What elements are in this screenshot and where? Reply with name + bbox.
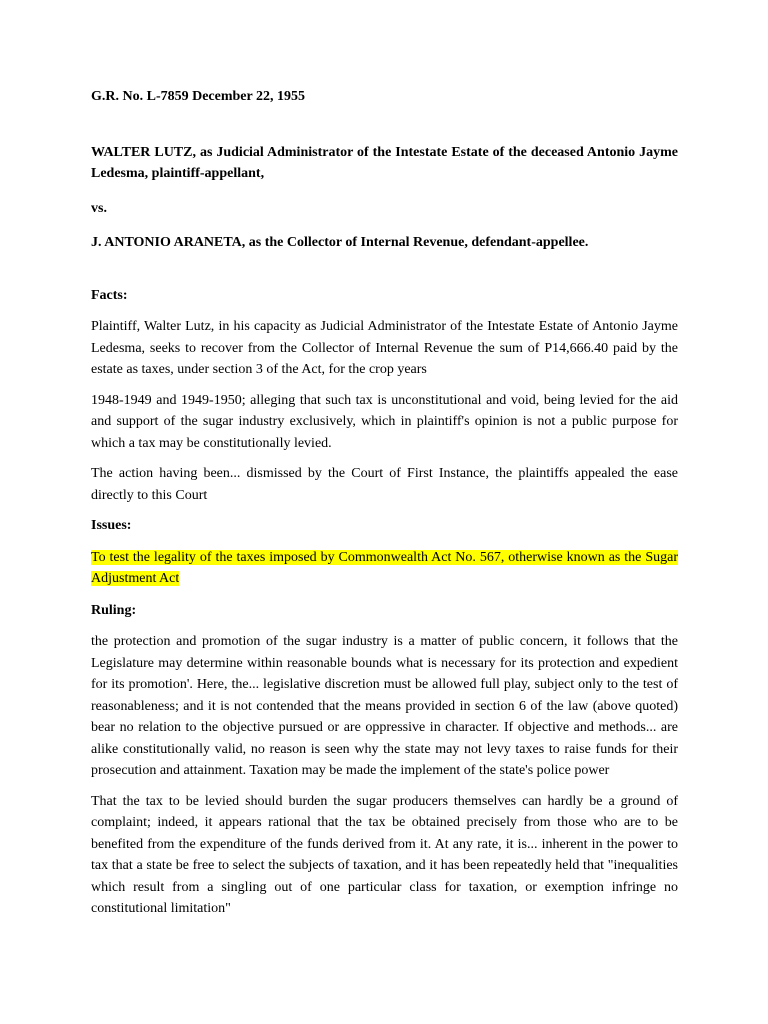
facts-paragraph: Plaintiff, Walter Lutz, in his capacity as Judicial Administrator of the Intestate Estate of Antonio Jayme Ledesma, seeks to recover from the Collector of Internal Revenue the sum of P14,666.40 paid by the estate as taxes, under section 3 of the Act, for the crop years	[91, 319, 678, 377]
ruling-paragraph: the protection and promotion of the sugar industry is a matter of public concern, it follows that the Legislature may determine within reasonable bounds what is necessary for its protection and expedient for its promotion'. Here, the... legislative discretion must be allowed full play, subject only to the test of reasonableness; and it is not contended that the means provided in section 6 of the law (above quoted) bear no relation to the objective pursued or are oppressive in character. If objective and methods... are alike constitutionally valid, no reason is seen why the state may not levy taxes to raise funds for their prosecution and attainment. Taxation may be made the implement of the state's police power	[91, 634, 678, 778]
facts-paragraph: 1948-1949 and 1949-1950; alleging that such tax is unconstitutional and void, being levied for the aid and support of the sugar industry exclusively, which in plaintiff's opinion is not a public purpose for which a tax may be constitutionally levied.	[91, 392, 678, 451]
case-parties: WALTER LUTZ, as Judicial Administrator of the Intestate Estate of the deceased Antonio Jayme Ledesma, plaintiff-appellant,	[91, 144, 678, 181]
facts-heading: Facts:	[91, 287, 128, 303]
facts-paragraph: The action having been... dismissed by the Court of First Instance, the plaintiffs appealed the ease directly to this Court	[91, 466, 678, 503]
issues-highlighted-text: To test the legality of the taxes imposed by Commonwealth Act No. 567, otherwise known as the Sugar Adjustment Act	[91, 549, 678, 586]
ruling-paragraph: That the tax to be levied should burden the sugar producers themselves can hardly be a ground of complaint; indeed, it appears rational that the tax be obtained precisely from those who are to be benefited from the expenditure of the funds derived from it. At any rate, it is... inherent in the power to tax that a state be free to select the subjects of taxation, and it has been repeatedly held that "inequalities which result from a singling out of one particular class for taxation, or exemption infringe no constitutional limitation"	[91, 793, 678, 916]
case-number: G.R. No. L-7859 December 22, 1955	[91, 89, 305, 104]
document-page	[91, 86, 678, 929]
issues-heading: Issues:	[91, 518, 132, 533]
case-respondent: J. ANTONIO ARANETA, as the Collector of Internal Revenue, defendant-appellee.	[91, 235, 589, 250]
issues-text-block	[91, 547, 678, 590]
versus-label: vs.	[91, 200, 107, 216]
ruling-heading: Ruling:	[91, 602, 137, 618]
